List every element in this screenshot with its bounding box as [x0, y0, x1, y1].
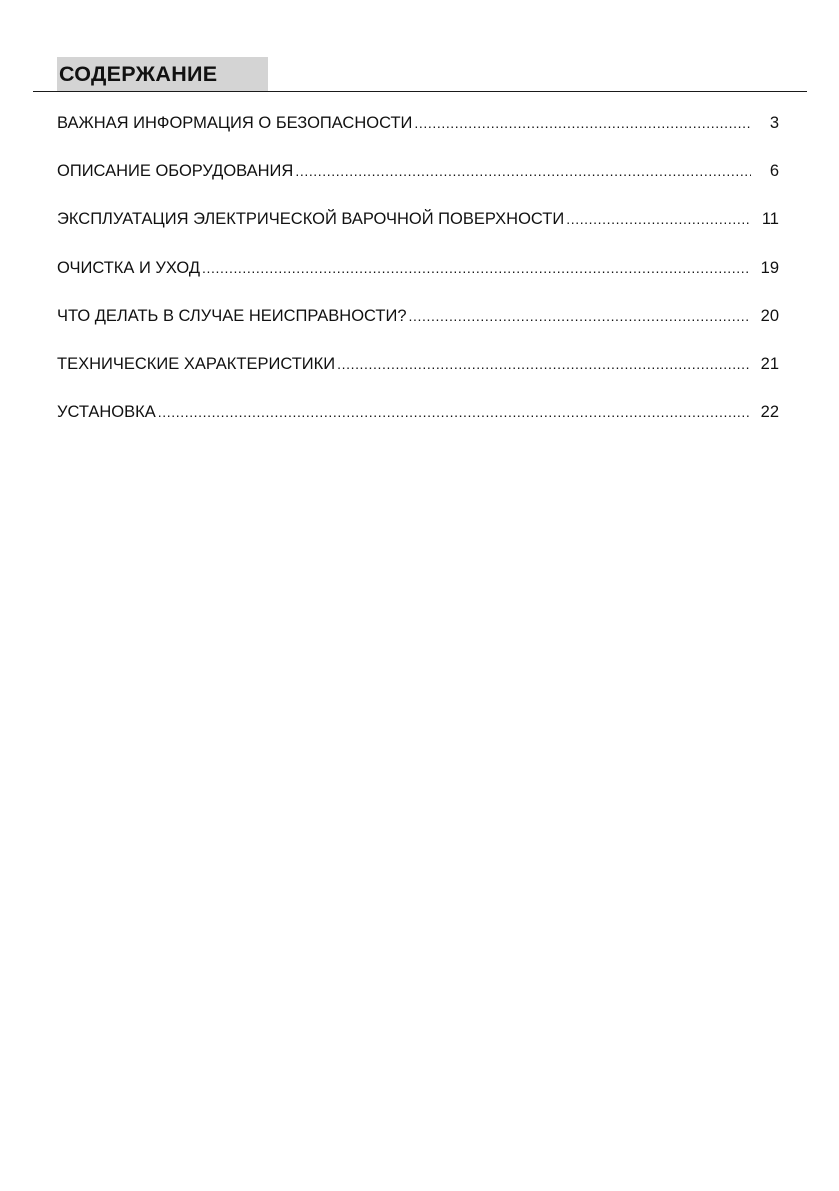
toc-entry-label: ТЕХНИЧЕСКИЕ ХАРАКТЕРИСТИКИ	[57, 354, 336, 373]
toc-page-number: 20	[760, 306, 779, 325]
toc-page-number: 19	[760, 258, 779, 277]
toc-entry-label: ОПИСАНИЕ ОБОРУДОВАНИЯ	[57, 162, 294, 181]
toc-page-number: 22	[760, 403, 779, 422]
toc-entry-cleaning[interactable]	[57, 257, 779, 281]
toc-page-number: 3	[769, 114, 779, 132]
toc-page-number: 6	[769, 162, 779, 181]
toc-dot-leader	[409, 305, 751, 327]
heading-divider	[33, 91, 807, 92]
toc-entry-label: ОЧИСТКА И УХОД	[57, 258, 201, 277]
toc-dot-leader	[158, 401, 751, 423]
toc-entry-label: УСТАНОВКА	[57, 403, 156, 422]
toc-entry-description[interactable]	[57, 160, 779, 184]
toc-dot-leader	[337, 353, 751, 375]
table-of-contents	[57, 112, 779, 449]
toc-entry-operation[interactable]	[57, 208, 779, 232]
toc-dot-leader	[295, 160, 751, 182]
toc-dot-leader	[202, 257, 751, 279]
toc-page-number: 21	[760, 354, 779, 373]
toc-entry-safety[interactable]	[57, 112, 779, 136]
toc-entry-label: ВАЖНАЯ ИНФОРМАЦИЯ О БЕЗОПАСНОСТИ	[57, 114, 413, 132]
toc-entry-troubleshooting[interactable]	[57, 305, 779, 329]
page-title: СОДЕРЖАНИЕ	[59, 62, 218, 86]
toc-dot-leader	[566, 208, 751, 230]
toc-entry-label: ЧТО ДЕЛАТЬ В СЛУЧАЕ НЕИСПРАВНОСТИ?	[57, 306, 407, 325]
toc-entry-installation[interactable]	[57, 401, 779, 425]
toc-dot-leader	[414, 112, 751, 134]
toc-entry-label: ЭКСПЛУАТАЦИЯ ЭЛЕКТРИЧЕСКОЙ ВАРОЧНОЙ ПОВЕРХНОСТИ	[57, 210, 565, 229]
toc-page-number: 11	[761, 210, 779, 229]
toc-entry-specifications[interactable]	[57, 353, 779, 377]
